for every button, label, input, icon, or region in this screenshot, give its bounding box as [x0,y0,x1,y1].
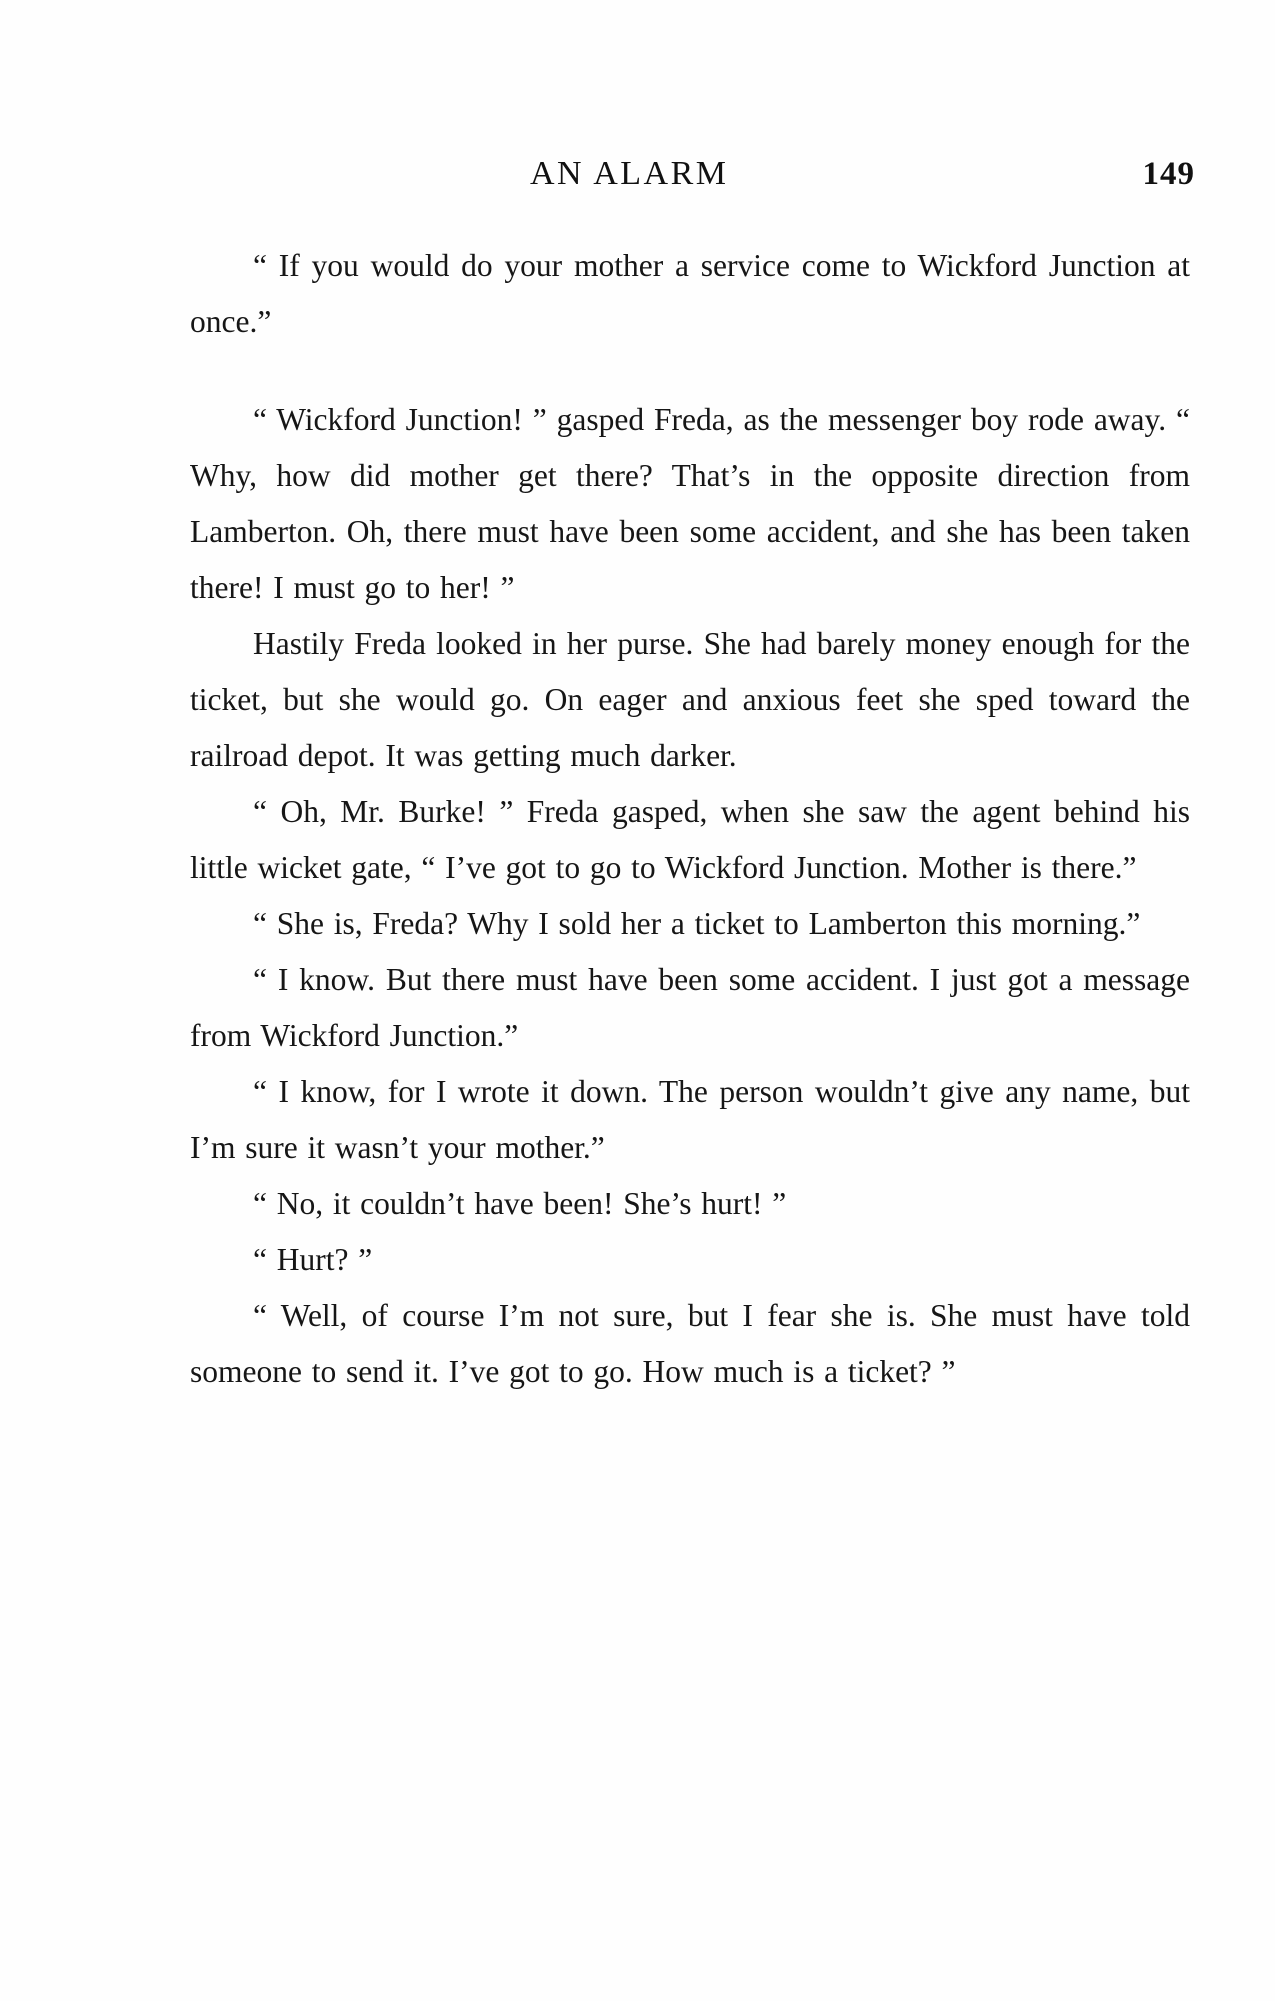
paragraph: Hastily Freda looked in her purse. She had barely money enough for the ticket, but she would go. On eager and anxious feet she sped toward the railroad depot. It was getting much darker. [190,626,1190,773]
paragraph: “ Well, of course I’m not sure, but I fear she is. She must have told someone to send it. I’ve got to go. How much is a ticket? ” [190,1298,1190,1389]
paragraph: “ I know, for I wrote it down. The person wouldn’t give any name, but I’m sure it wasn’t your mother.” [190,1074,1190,1165]
paragraph: “ She is, Freda? Why I sold her a ticket to Lamberton this morning.” [253,906,1141,941]
paragraph: “ Wickford Junction! ” gasped Freda, as the messenger boy rode away. “ Why, how did mother get there? That’s in the opposite direction from Lamberton. Oh, there must have been some accident, and she has been taken there! I must go to her! ” [190,402,1190,605]
paragraph: “ No, it couldn’t have been! She’s hurt! ” [253,1186,787,1221]
paragraph: “ Oh, Mr. Burke! ” Freda gasped, when she saw the agent behind his little wicket gate, “ I’ve got to go to Wickford Junction. Mother is there.” [190,794,1190,885]
running-head: AN ALARM [530,155,729,192]
page-header [175,155,1195,193]
paragraph: “ I know. But there must have been some accident. I just got a message from Wickford Junction.” [190,962,1190,1053]
page-number: 149 [1142,156,1195,192]
paragraph: “ Hurt? ” [253,1242,373,1277]
body-text [190,238,1190,1400]
paragraph: “ If you would do your mother a service come to Wickford Junction at once.” [190,248,1190,339]
